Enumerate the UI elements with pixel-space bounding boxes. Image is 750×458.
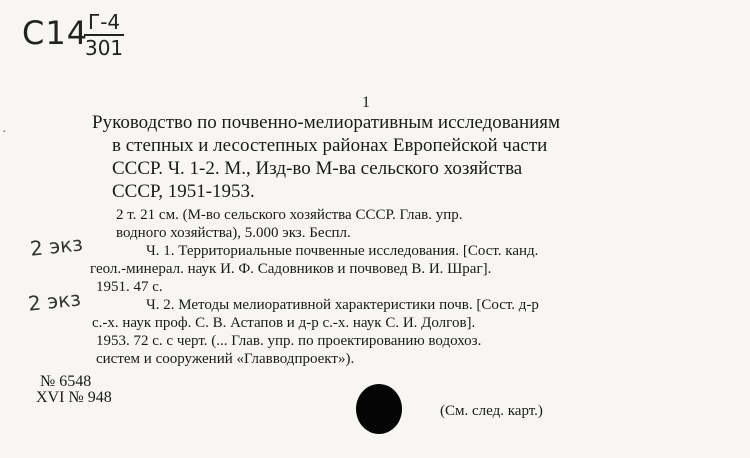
accession-number: № 6548 [40, 373, 92, 390]
desc-line: 2 т. 21 см. (М-во сельского хозяйства СССР. Глав. упр. [116, 207, 463, 223]
margin-note: 2 экз [28, 231, 84, 261]
fraction-top: Г-4 [84, 10, 124, 36]
desc-line: систем и сооружений «Главводпроект»). [96, 351, 355, 367]
title-line: Руководство по почвенно-мелиоративным исследованиям [92, 112, 561, 133]
fraction-bottom: 301 [84, 36, 124, 60]
margin-dot: · [2, 125, 7, 140]
desc-line: с.-х. наук проф. С. В. Астапов и д-р с.-х. наук С. И. Долгов]. [92, 315, 476, 331]
desc-line: водного хозяйства), 5.000 экз. Беспл. [116, 225, 351, 241]
desc-line: геол.-минерал. наук И. Ф. Садовников и почвовед В. И. Шраг]. [90, 261, 492, 277]
title-line: СССР. Ч. 1-2. М., Изд-во М-ва сельского хозяйства [112, 158, 523, 179]
title-line: СССР, 1951-1953. [112, 181, 255, 202]
continuation-note: (См. след. карт.) [440, 403, 543, 419]
desc-line: 1951. 47 с. [96, 279, 163, 295]
shelfmark-fraction [84, 10, 124, 60]
desc-line: Ч. 2. Методы мелиоративной характеристики почв. [Сост. д-р [146, 297, 539, 313]
margin-note: 2 экз [26, 286, 82, 316]
desc-line: Ч. 1. Территориальные почвенные исследования. [Сост. канд. [146, 243, 539, 259]
shelf-code: XVI № 948 [36, 389, 112, 406]
shelfmark: C14 [22, 14, 89, 52]
card-number: 1 [362, 94, 370, 111]
punch-hole [356, 384, 402, 434]
title-line: в степных и лесостепных районах Европейской части [112, 135, 548, 156]
desc-line: 1953. 72 с. с черт. (... Глав. упр. по проектированию водохоз. [96, 333, 482, 349]
